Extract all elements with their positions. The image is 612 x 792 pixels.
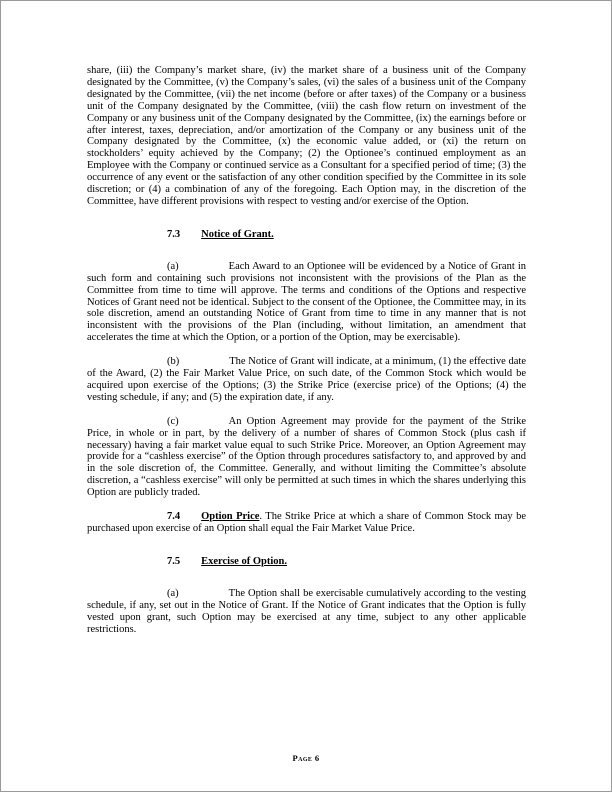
section-7-5-title: Exercise of Option. [201,555,287,567]
paragraph-7-3-b-label: (b) [167,356,180,368]
section-7-4-number: 7.4 [167,511,181,523]
section-7-3-title: Notice of Grant. [201,228,274,240]
section-7-3-number: 7.3 [167,228,181,240]
section-7-5-heading [87,556,526,568]
section-7-5-number: 7.5 [167,555,181,567]
paragraph-7-3-a [87,261,526,344]
continuation-paragraph: share, (iii) the Company’s market share, (iv) the market share of a business unit of the Company designated by the Committee, (v) the Company’s sales, (vi) the sales of a business unit of the Company designated by the Committee, (vii) the net income (before or after taxes) of the Company or a business unit of the Company designated by the Committee, (viii) the cash flow return on investment of the Company or any business unit of the Company designated by the Committee, (ix) the earnings before or after interest, taxes, depreciation, and/or amortization of the Company or any business unit of the Company designated by the Committee, (x) the economic value added, or (xi) the return on stockholders’ equity achieved by the Company; (2) the Optionee’s continued employment as an Employee with the Company or continued service as a Consultant for a specified period of time; (3) the occurrence of any event or the satisfaction of any other condition specified by the Committee in its sole discretion; or (4) a combination of any of the foregoing. Each Option may, in the discretion of the Committee, have different provisions with respect to vesting and/or exercise of the Option. [87,65,526,207]
paragraph-7-5-a-text: The Option shall be exercisable cumulatively according to the vesting schedule, if any, set out in the Notice of Grant. If the Notice of Grant indicates that the Option is fully vested upon grant, such Option may be exercised at any time, subject to any other applicable restrictions. [87,587,526,635]
page-footer [1,753,611,765]
page-number: Page 6 [292,753,320,764]
paragraph-7-5-a [87,588,526,636]
paragraph-7-3-b [87,356,526,404]
paragraph-7-3-c-text: An Option Agreement may provide for the payment of the Strike Price, in whole or in part, by the delivery of a number of shares of Common Stock (plus cash if necessary) having a fair market value equal to such Strike Price. Moreover, an Option Agreement may provide for a “cashless exercise” of the Option through procedures satisfactory to, and approved by and in the sole discretion of, the Committee. Generally, and without limiting the Committee’s absolute discretion, a “cashless exercise” will only be permitted at such times in which the shares underlying this Option are publicly traded. [87,415,526,499]
document-body [1,1,611,635]
paragraph-7-3-a-label: (a) [167,260,179,272]
paragraph-7-5-a-label: (a) [167,587,179,599]
paragraph-7-3-a-text: Each Award to an Optionee will be evidenced by a Notice of Grant in such form and containing such provisions not inconsistent with the provisions of the Plan as the Committee from time to time will approve. The terms and conditions of the Options and respective Notices of Grant need not be identical. Subject to the consent of the Optionee, the Committee may, in its sole discretion, amend an outstanding Notice of Grant from time to time in any manner that is not inconsistent with the provisions of the Plan (including, without limitation, an amendment that accelerates the time at which the Option, or a portion of the Option, may be exercisable). [87,260,526,344]
section-7-4-text: . The Strike Price at which a share of Common Stock may be purchased upon exercise of an Option shall equal the Fair Market Value Price. [87,511,526,534]
paragraph-7-4 [87,511,526,535]
paragraph-7-3-c-label: (c) [167,415,179,427]
section-7-4-title: Option Price [201,511,260,523]
paragraph-7-3-b-text: The Notice of Grant will indicate, at a minimum, (1) the effective date of the Award, (2) the Fair Market Value Price, on such date, of the Common Stock which would be acquired upon exercise of the Options; (3) the Strike Price (exercise price) of the Options; (4) the vesting schedule, if any; and (5) the expiration date, if any. [87,356,526,403]
paragraph-7-3-c [87,416,526,499]
section-7-3-heading [87,229,526,241]
